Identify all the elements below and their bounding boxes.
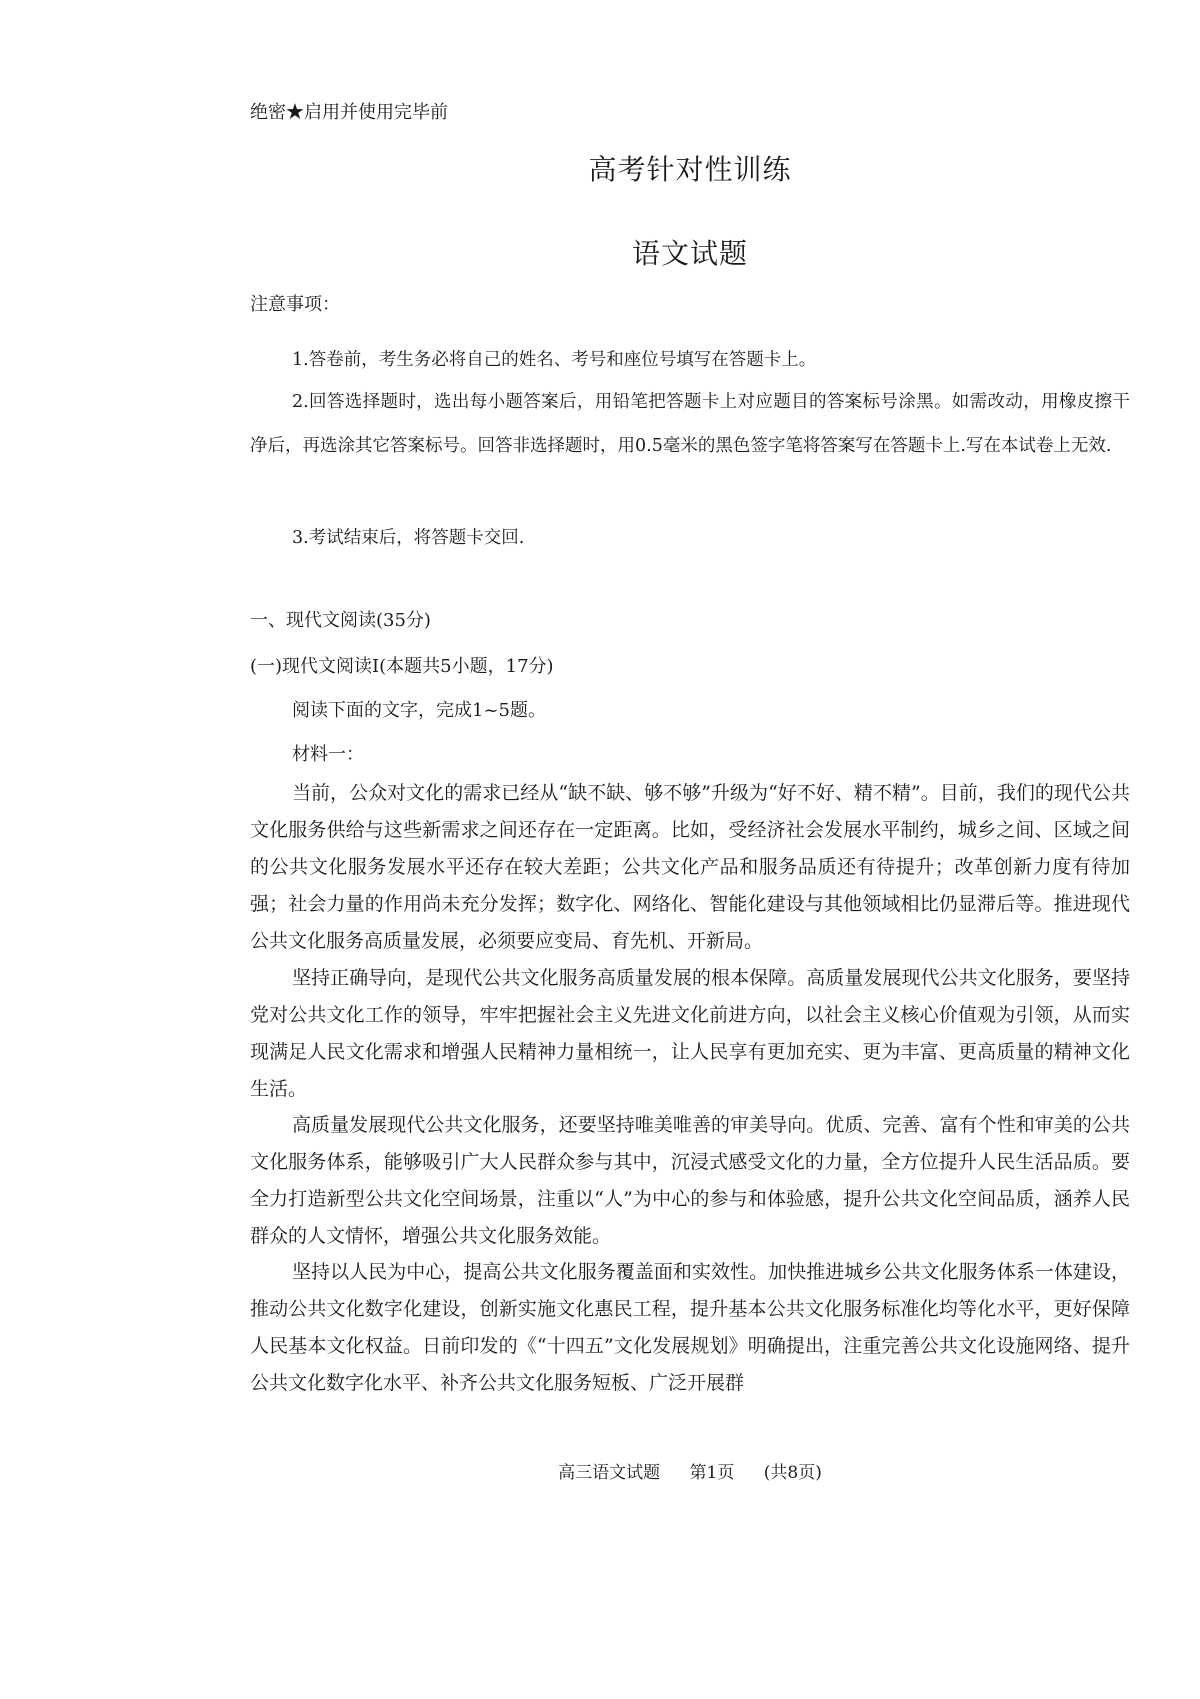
confidentiality-label: 绝密★启用并使用完毕前 <box>250 102 448 123</box>
section-heading: 一、现代文阅读(35分) <box>250 610 431 631</box>
footer-total-pages: (共8页) <box>763 1463 822 1483</box>
footer-subject: 高三语文试题 <box>558 1463 661 1483</box>
material-label: 材料一： <box>292 744 364 765</box>
passage-paragraph: 当前，公众对文化的需求已经从“缺不缺、够不够”升级为“好不好、精不精”。目前，我们的现代公共文化服务供给与这些新需求之间还存在一定距离。比如，受经济社会发展水平制约，城乡之间、区域之间的公共文化服务发展水平还存在较大差距；公共文化产品和服务品质还有待提升；改革创新力度有待加强；社会力量的作用尚未充分发挥；数字化、网络化、智能化建设与其他领域相比仍显滞后等。推进现代公共文化服务高质量发展，必须要应变局、育先机、开新局。 <box>250 782 1130 952</box>
note-item-2: 2.回答选择题时，选出每小题答案后，用铅笔把答题卡上对应题目的答案标号涂黑。如需改动，用橡皮擦干净后，再选涂其它答案标号。回答非选择题时，用0.5毫米的黑色签字笔将答案写在答题卡上.写在本试卷上无效. <box>250 392 1130 456</box>
page-footer <box>250 1458 1130 1483</box>
footer-page-number: 第1页 <box>689 1463 735 1483</box>
note-item-3: 3.考试结束后，将答题卡交回. <box>292 528 525 548</box>
subsection-heading: (一)现代文阅读Ⅰ(本题共5小题，17分) <box>250 656 554 677</box>
exam-title: 高考针对性训练 <box>588 153 792 186</box>
exam-subtitle: 语文试题 <box>631 237 748 270</box>
note-item-1: 1.答卷前，考生务必将自己的姓名、考号和座位号填写在答题卡上。 <box>292 350 817 370</box>
reading-instruction: 阅读下面的文字，完成1~5题。 <box>292 700 546 721</box>
notes-heading: 注意事项： <box>250 294 340 315</box>
passage-paragraph: 坚持正确导向，是现代公共文化服务高质量发展的根本保障。高质量发展现代公共文化服务，要坚持党对公共文化工作的领导，牢牢把握社会主义先进文化前进方向，以社会主义核心价值观为引领，从而实现满足人民文化需求和增强人民精神力量相统一，让人民享有更加充实、更为丰富、更高质量的精神文化生活。 <box>250 967 1130 1100</box>
passage-paragraph: 高质量发展现代公共文化服务，还要坚持唯美唯善的审美导向。优质、完善、富有个性和审美的公共文化服务体系，能够吸引广大人民群众参与其中，沉浸式感受文化的力量，全方位提升人民生活品质。要全力打造新型公共文化空间场景，注重以“人”为中心的参与和体验感，提升公共文化空间品质，涵养人民群众的人文情怀，增强公共文化服务效能。 <box>250 1114 1130 1247</box>
passage-paragraph: 坚持以人民为中心，提高公共文化服务覆盖面和实效性。加快推进城乡公共文化服务体系一体建设，推动公共文化数字化建设，创新实施文化惠民工程，提升基本公共文化服务标准化均等化水平，更好保障人民基本文化权益。日前印发的《“十四五”文化发展规划》明确提出，注重完善公共文化设施网络、提升公共文化数字化水平、补齐公共文化服务短板、广泛开展群 <box>250 1261 1130 1394</box>
